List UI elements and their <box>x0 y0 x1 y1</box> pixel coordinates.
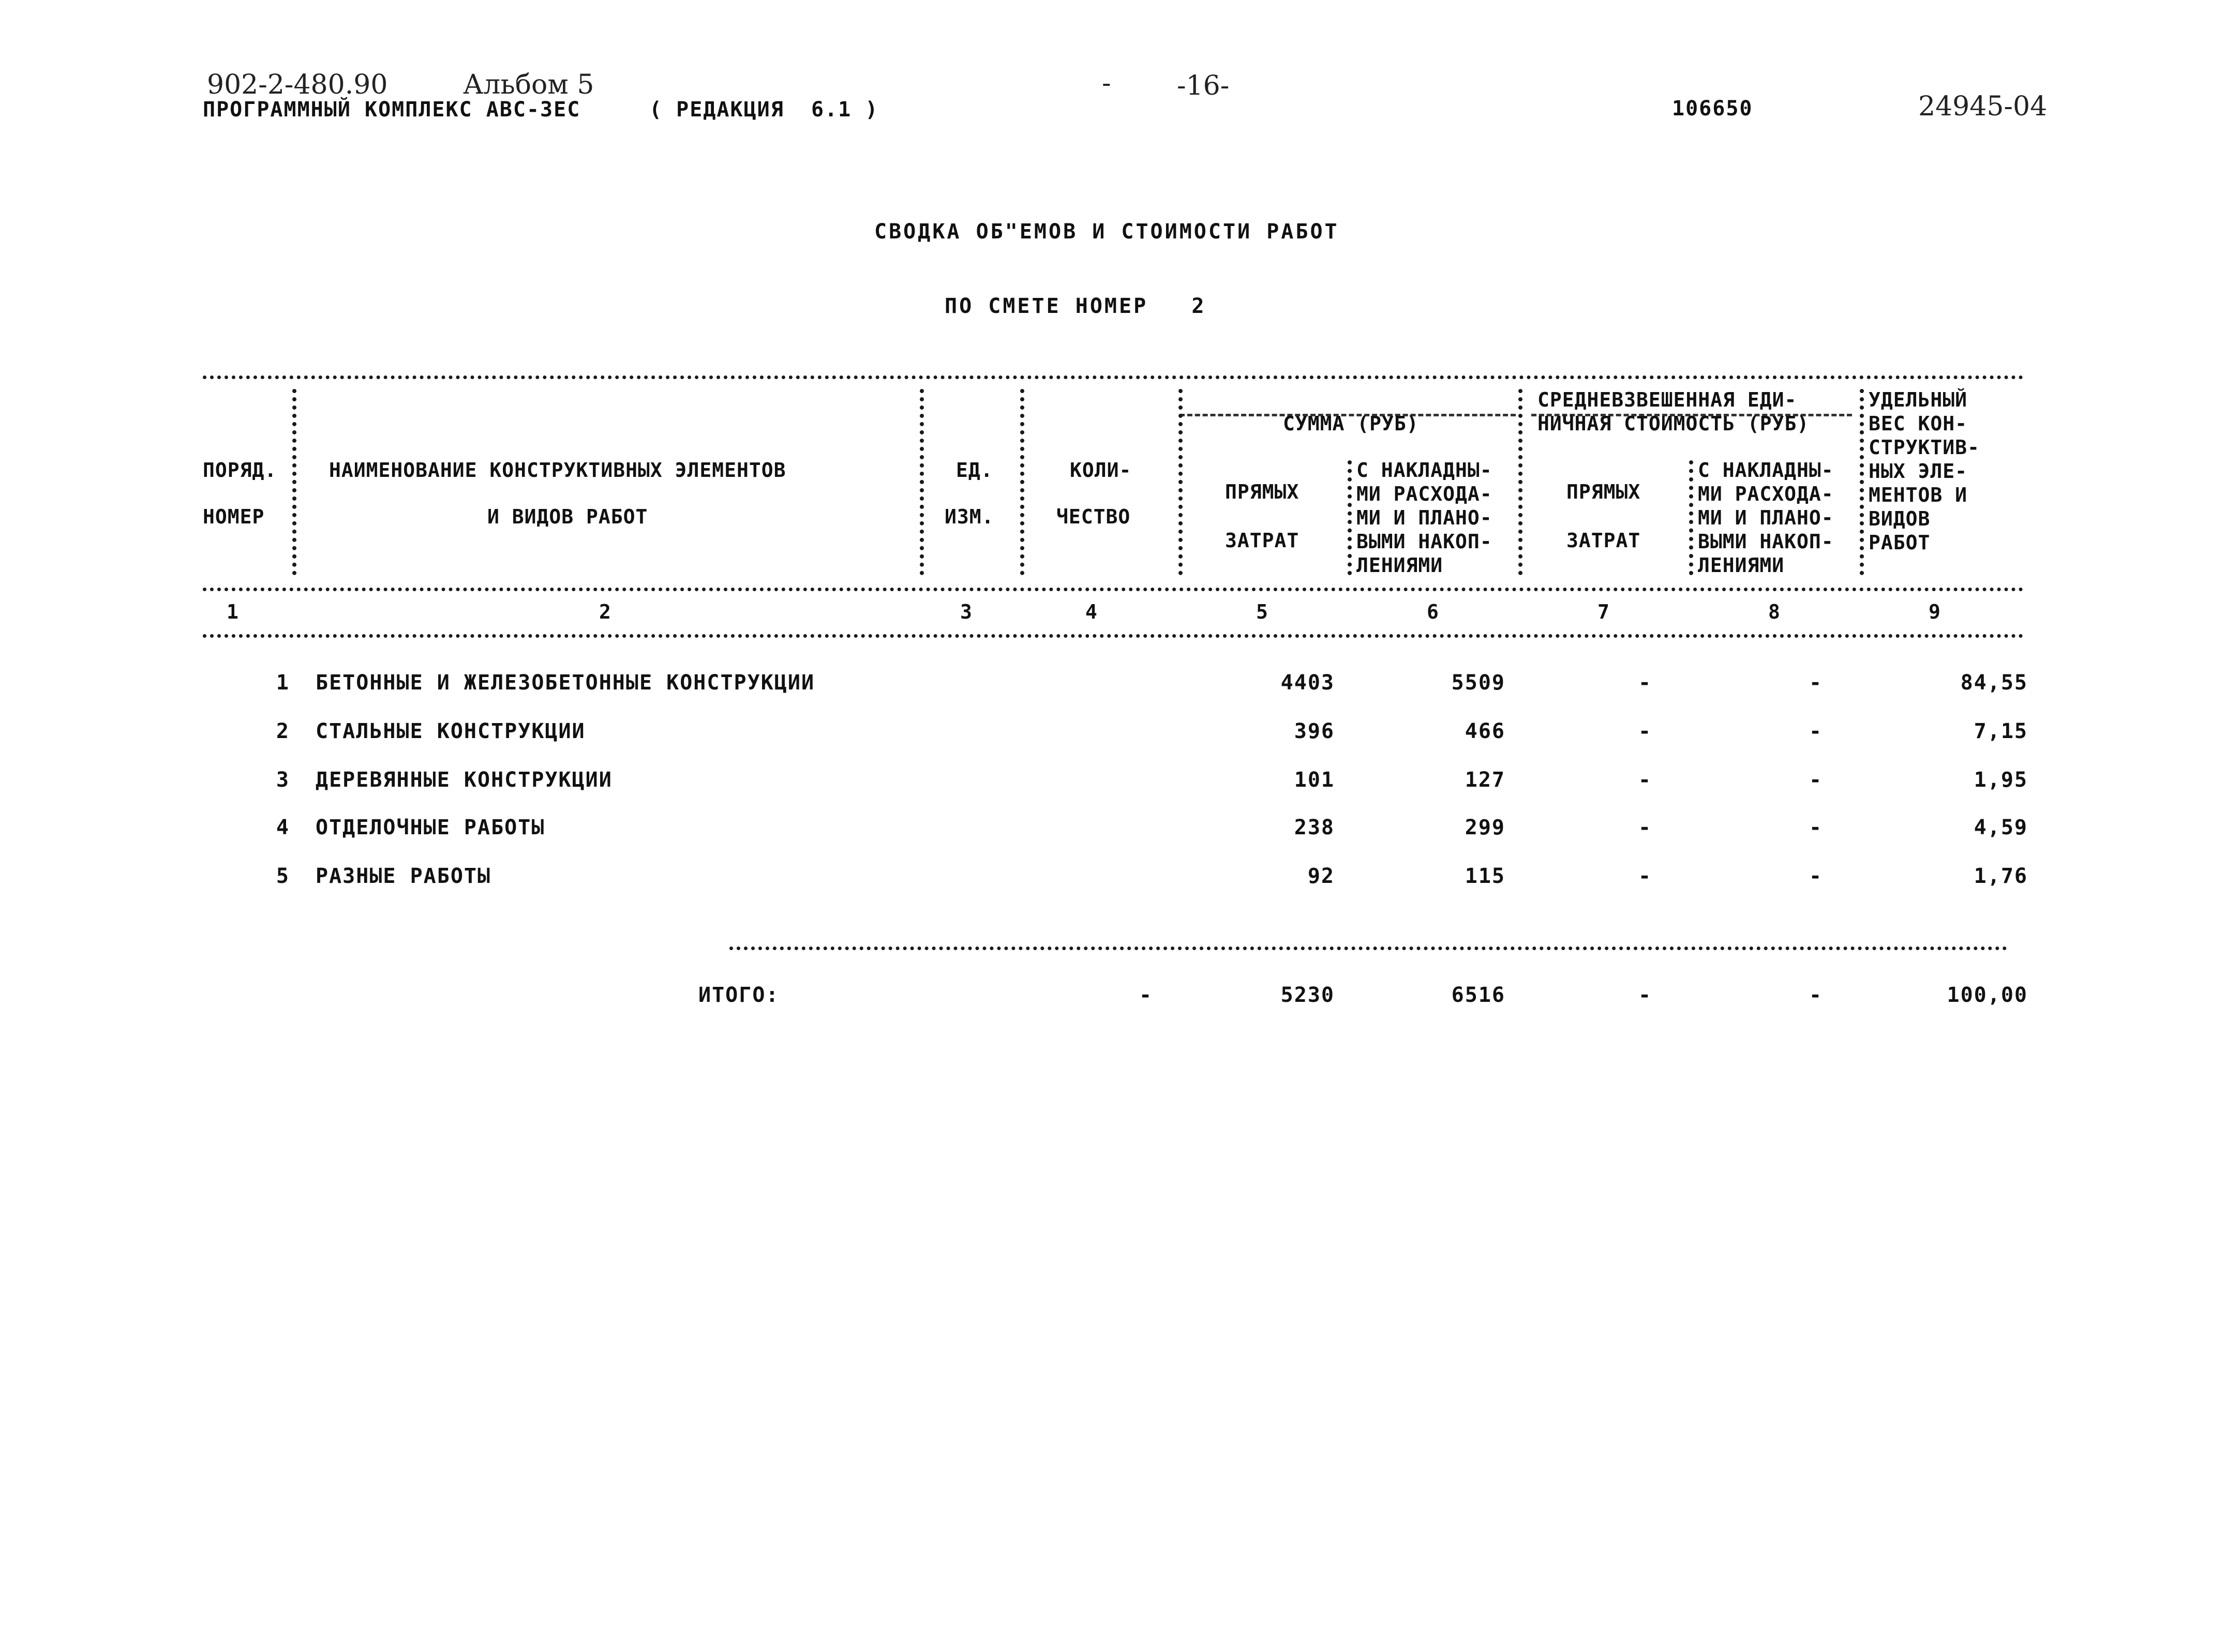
column-number-1: 1 <box>227 600 239 623</box>
header-sum-group: СУММА (РУБ) <box>1283 412 1419 435</box>
row-weight: 4,59 <box>1974 816 2028 839</box>
edition-label: ( РЕДАКЦИЯ 6.1 ) <box>649 98 879 122</box>
column-number-6: 6 <box>1427 600 1439 623</box>
column-number-5: 5 <box>1256 600 1268 623</box>
header-avg-direct-b: ЗАТРАТ <box>1566 529 1641 552</box>
header-avg-overhead-4: ВЫМИ НАКОП- <box>1698 530 1834 553</box>
header-overhead-5: ЛЕНИЯМИ <box>1356 554 1443 577</box>
separator-col-8 <box>1860 389 1864 575</box>
header-qty-a: КОЛИ- <box>1070 459 1132 482</box>
total-overhead-cost: 6516 <box>1451 983 1505 1007</box>
header-weight-1: УДЕЛЬНЫЙ <box>1869 388 1968 411</box>
row-overhead-cost: 5509 <box>1451 671 1505 695</box>
separator-col-6 <box>1518 389 1522 575</box>
total-avg-direct: - <box>1638 983 1652 1007</box>
row-overhead-cost: 466 <box>1465 719 1505 743</box>
row-avg-overhead: - <box>1809 864 1823 888</box>
header-overhead-3: МИ И ПЛАНО- <box>1356 506 1492 529</box>
row-number: 2 <box>276 719 290 743</box>
row-name: БЕТОННЫЕ И ЖЕЛЕЗОБЕТОННЫЕ КОНСТРУКЦИИ <box>316 671 815 695</box>
column-number-2: 2 <box>599 600 611 623</box>
separator-col-1 <box>292 389 296 575</box>
separator-col-4 <box>1178 389 1183 575</box>
row-direct-cost: 92 <box>1307 864 1335 888</box>
total-weight: 100,00 <box>1947 983 2028 1007</box>
row-number: 5 <box>276 864 290 888</box>
header-avg-overhead-2: МИ РАСХОДА- <box>1698 483 1834 505</box>
program-name: ПРОГРАММНЫЙ КОМПЛЕКС АВС-3ЕС <box>203 98 581 122</box>
header-avg-group-a: СРЕДНЕВЗВЕШЕННАЯ ЕДИ- <box>1537 388 1797 411</box>
separator-col-7 <box>1689 460 1693 575</box>
row-number: 4 <box>276 816 290 839</box>
row-avg-direct: - <box>1638 864 1652 888</box>
report-title: СВОДКА ОБ"ЕМОВ И СТОИМОСТИ РАБОТ <box>874 220 1339 244</box>
column-number-4: 4 <box>1085 600 1098 623</box>
row-avg-overhead: - <box>1809 719 1823 743</box>
row-name: СТАЛЬНЫЕ КОНСТРУКЦИИ <box>316 719 586 743</box>
header-direct-b: ЗАТРАТ <box>1225 529 1300 552</box>
row-overhead-cost: 299 <box>1465 816 1505 839</box>
table-top-rule <box>203 376 2024 379</box>
page-dash: - <box>1102 68 1111 99</box>
row-weight: 84,55 <box>1960 671 2028 695</box>
row-avg-direct: - <box>1638 671 1652 695</box>
row-weight: 7,15 <box>1974 719 2028 743</box>
row-avg-direct: - <box>1638 816 1652 839</box>
row-number: 3 <box>276 768 290 792</box>
row-direct-cost: 238 <box>1294 816 1335 839</box>
header-overhead-4: ВЫМИ НАКОП- <box>1356 530 1492 553</box>
header-order-a: ПОРЯД. <box>203 459 277 482</box>
row-number: 1 <box>276 671 290 695</box>
row-weight: 1,95 <box>1974 768 2028 792</box>
total-direct-cost: 5230 <box>1280 983 1335 1007</box>
separator-col-3 <box>1020 389 1024 575</box>
code-number-2: 24945-04 <box>1918 91 2048 122</box>
header-avg-group-b: НИЧНАЯ СТОИМОСТЬ (РУБ) <box>1537 412 1810 435</box>
report-subtitle: ПО СМЕТЕ НОМЕР 2 <box>945 294 1206 318</box>
row-overhead-cost: 115 <box>1465 864 1505 888</box>
header-order-b: НОМЕР <box>203 505 265 528</box>
header-avg-direct-a: ПРЯМЫХ <box>1566 480 1641 503</box>
header-bottom-rule <box>203 588 2024 591</box>
row-avg-overhead: - <box>1809 768 1823 792</box>
row-avg-overhead: - <box>1809 816 1823 839</box>
header-weight-3: СТРУКТИВ- <box>1869 436 1980 459</box>
row-name: РАЗНЫЕ РАБОТЫ <box>316 864 491 888</box>
page-number: -16- <box>1177 70 1230 101</box>
column-number-3: 3 <box>960 600 973 623</box>
row-overhead-cost: 127 <box>1465 768 1505 792</box>
header-name-b: И ВИДОВ РАБОТ <box>487 505 648 528</box>
header-name-a: НАИМЕНОВАНИЕ КОНСТРУКТИВНЫХ ЭЛЕМЕНТОВ <box>329 459 786 482</box>
header-avg-overhead-3: МИ И ПЛАНО- <box>1698 506 1834 529</box>
header-unit-b: ИЗМ. <box>945 505 994 528</box>
column-number-9: 9 <box>1929 600 1941 623</box>
header-direct-a: ПРЯМЫХ <box>1225 480 1300 503</box>
column-number-8: 8 <box>1768 600 1781 623</box>
column-number-rule <box>203 634 2024 638</box>
total-avg-overhead: - <box>1809 983 1823 1007</box>
row-avg-overhead: - <box>1809 671 1823 695</box>
row-avg-direct: - <box>1638 719 1652 743</box>
header-unit-a: ЕД. <box>956 459 993 482</box>
header-overhead-1: С НАКЛАДНЫ- <box>1356 459 1492 482</box>
total-label: ИТОГО: <box>698 983 780 1007</box>
separator-col-2 <box>920 389 924 575</box>
album-label: Альбом 5 <box>463 69 594 100</box>
total-rule <box>729 947 2007 950</box>
row-name: ДЕРЕВЯННЫЕ КОНСТРУКЦИИ <box>316 768 613 792</box>
header-weight-7: РАБОТ <box>1869 531 1931 554</box>
header-qty-b: ЧЕСТВО <box>1056 505 1131 528</box>
row-direct-cost: 4403 <box>1280 671 1335 695</box>
column-number-7: 7 <box>1597 600 1610 623</box>
row-name: ОТДЕЛОЧНЫЕ РАБОТЫ <box>316 816 545 839</box>
row-direct-cost: 396 <box>1294 719 1335 743</box>
header-overhead-2: МИ РАСХОДА- <box>1356 483 1492 505</box>
header-weight-6: ВИДОВ <box>1869 507 1931 530</box>
separator-col-5 <box>1348 460 1352 575</box>
header-weight-2: ВЕС КОН- <box>1869 412 1968 435</box>
row-direct-cost: 101 <box>1294 768 1335 792</box>
header-weight-5: МЕНТОВ И <box>1869 484 1968 506</box>
header-weight-4: НЫХ ЭЛЕ- <box>1869 460 1968 483</box>
row-avg-direct: - <box>1638 768 1652 792</box>
header-avg-overhead-1: С НАКЛАДНЫ- <box>1698 459 1834 482</box>
row-weight: 1,76 <box>1974 864 2028 888</box>
header-avg-overhead-5: ЛЕНИЯМИ <box>1698 554 1785 577</box>
document-code: 902-2-480.90 <box>207 69 388 100</box>
code-number-1: 106650 <box>1672 97 1753 121</box>
total-qty: - <box>1139 983 1153 1007</box>
